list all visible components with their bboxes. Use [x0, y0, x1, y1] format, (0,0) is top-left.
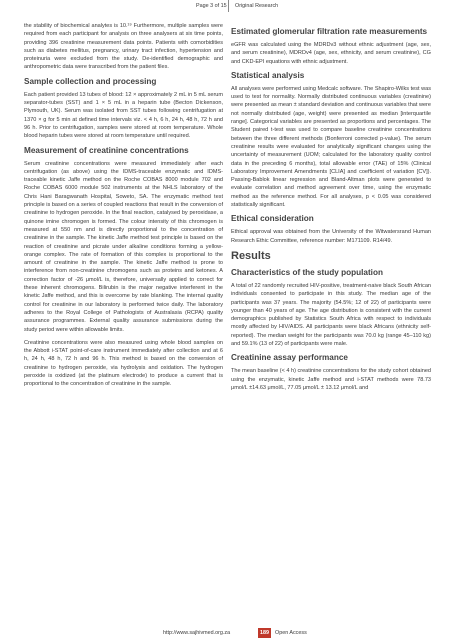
- page-number-badge: 189: [260, 630, 269, 636]
- paragraph: Creatinine concentrations were also measured using whole blood samples on the Abbott i-STAT point-of-care instrument immediately after collection and at 6 h, 24 h, 48 h, 72 h and 96 h. This method is based on the conversion of creatinine to hydrogen peroxide, via hydrolysis and oxidation. The hydrogen peroxide is oxidized (at the platinum electrode) to produce a current that is proportional to the concentration of creatinine in the sample.: [24, 339, 223, 388]
- page-footer: [0, 628, 453, 640]
- section-heading: Creatinine assay performance: [231, 353, 348, 363]
- results-heading: Results: [231, 249, 271, 262]
- journal-url-link[interactable]: http://www.sajhivmed.org.za: [163, 630, 231, 636]
- paragraph: the stability of biochemical analytes is 10.¹⁹ Furthermore, multiple samples were required from each participant for analysis on three analysers at six time points, providing 396 creatinine measurement data points. Patients with comorbidities such as diabetes mellitus, pregnancy, urinary tract infection, hypertension and proteinuria were excluded from the study. De-identified demographic and anthropometric data were transcribed from the patient files.: [24, 23, 223, 71]
- section-heading: Characteristics of the study population: [231, 267, 383, 277]
- section-heading: Estimated glomerular filtration rate measurements: [231, 27, 428, 36]
- open-access-label: Open Access: [275, 630, 307, 636]
- page-header: [0, 0, 453, 12]
- paragraph: A total of 22 randomly recruited HIV-positive, treatment-naive black South African individuals consented to participate in this study. The median age of the participants was 37 years. The majority (54.5%; 12 of 22) of participants were younger than 40 years of age. The age distribution is consistent with the current demographics published by Statistics South Africa with respect to individuals mostly affected by HIV/AIDS. All participants were black Africans (ethnicity self-reported). The median weight for the participants was 70.0 kg (range 45–110 kg) and 59.1% (13 of 22) of participants were male.: [231, 282, 431, 348]
- paragraph: eGFR was calculated using the MDRDv3 without ethnic adjustment (age, sex, and serum creatinine), MDRDv4 (age, sex, ethnicity, and serum creatinine), CG and CKD-EPI equations with ethnic adjustment.: [231, 42, 431, 65]
- section-label: Original Research: [235, 3, 279, 9]
- paragraph: Ethical approval was obtained from the University of the Witwatersrand Human Research Ethic Committee, reference number: M171109. R14/49.: [231, 229, 431, 244]
- paragraph: All analyses were performed using Medcalc software. The Shapiro-Wilks test was used to test for normality. Normally distributed continuous variables (creatinine) were presented as mean ± standard deviation and continuous variables that were not normally distributed (age, weight) were presented as median [interquartile range]. Categorical variables are presented as proportions and percentages. The Student paired t-test was used to compare baseline creatinine concentrations between the three different methods (Bonferroni corrected p-value). The serum creatinine results were evaluated for analytically significant changes using the uncertainty of measurement (UOM; calculated for the laboratory quality control data in the preceding 6 months), total allowable error (TAE) of 15% (Clinical Laboratory Improvement Amendments [CLIA] and coefficient of variation [CV]). Passing-Bablok linear regression and Bland-Altman plots were generated to evaluate correlation and method agreement over time, using the enzymatic method as the reference method. For all analyses, p < 0.05 was considered statistically significant.: [231, 85, 431, 209]
- paragraph: Serum creatinine concentrations were measured immediately after each centrifugation (as above) using the IDMS-traceable enzymatic and IDMS-traceable kinetic Jaffe method on the Roche COBAS 8000 module 702 and Roche COBAS 6000 module 502 instruments at the NHLS laboratory of the Chris Hani Baragwanath Hospital, Soweto, SA. The enzymatic method test principle is based on a series of coupled reactions that result in the conversion of creatinine to hydrogen peroxide. In the final reaction, catalysed by peroxidase, a quinone imine chromogen is formed. The colour intensity of this chromogen is measured at 550 nm and is directly proportional to the concentration of creatinine in the sample. The kinetic Jaffe method test principle is based on the reaction of creatinine and picrate under alkaline conditions forming a yellow-orange complex. The rate of formation of this complex is proportional to the amount of creatinine in the sample. The kinetic Jaffe method is prone to interference from non-creatinine chromogens such as proteins and ketones. A correction factor of -26 μmol/L is, therefore, universally applied to correct for these inherent chromogens. Bilirubin is the major negative interferent in the kinetic Jaffe method, and this is overcome by rate blanking. The internal quality control for creatinine in our laboratory is performed twice daily. The laboratory adheres to the Royal College of Pathologists of Australasia (RCPA) quality assurance programmes. External quality assurance submissions during the study period were within allowable limits.: [24, 160, 223, 333]
- section-heading: Measurement of creatinine concentrations: [24, 145, 189, 155]
- left-column: [24, 22, 223, 394]
- page-indicator: Page 3 of 15: [196, 3, 227, 9]
- paragraph: Each patient provided 13 tubes of blood: 12 × approximately 2 mL in 5 mL serum separator-tubes (SST) and 1 × 5 mL in a heparin tube (Becton Dickenson, Plymouth, UK). Serum was isolated from SST tubes following centrifugation at 1370 × g for 5 min at defined time intervals viz. < 4 h, 6 h, 24 h, 48 h, 72 h and 96 h. Prior to centrifugation, samples were stored at room temperature. Whole blood heparin tubes were stored at room temperature until required.: [24, 91, 223, 140]
- header-divider: [228, 0, 229, 12]
- paragraph: The mean baseline (< 4 h) creatinine concentrations for the study cohort obtained using the enzymatic, kinetic Jaffe method and i-STAT methods were 78.73 μmol/L ±14.63 μmol/L, 77.05 μmol/L ± 13.12 μmol/L and: [231, 368, 431, 391]
- right-column: [231, 22, 431, 397]
- section-heading: Statistical analysis: [231, 70, 305, 80]
- section-heading: Sample collection and processing: [24, 76, 157, 86]
- section-heading: Ethical consideration: [231, 214, 314, 224]
